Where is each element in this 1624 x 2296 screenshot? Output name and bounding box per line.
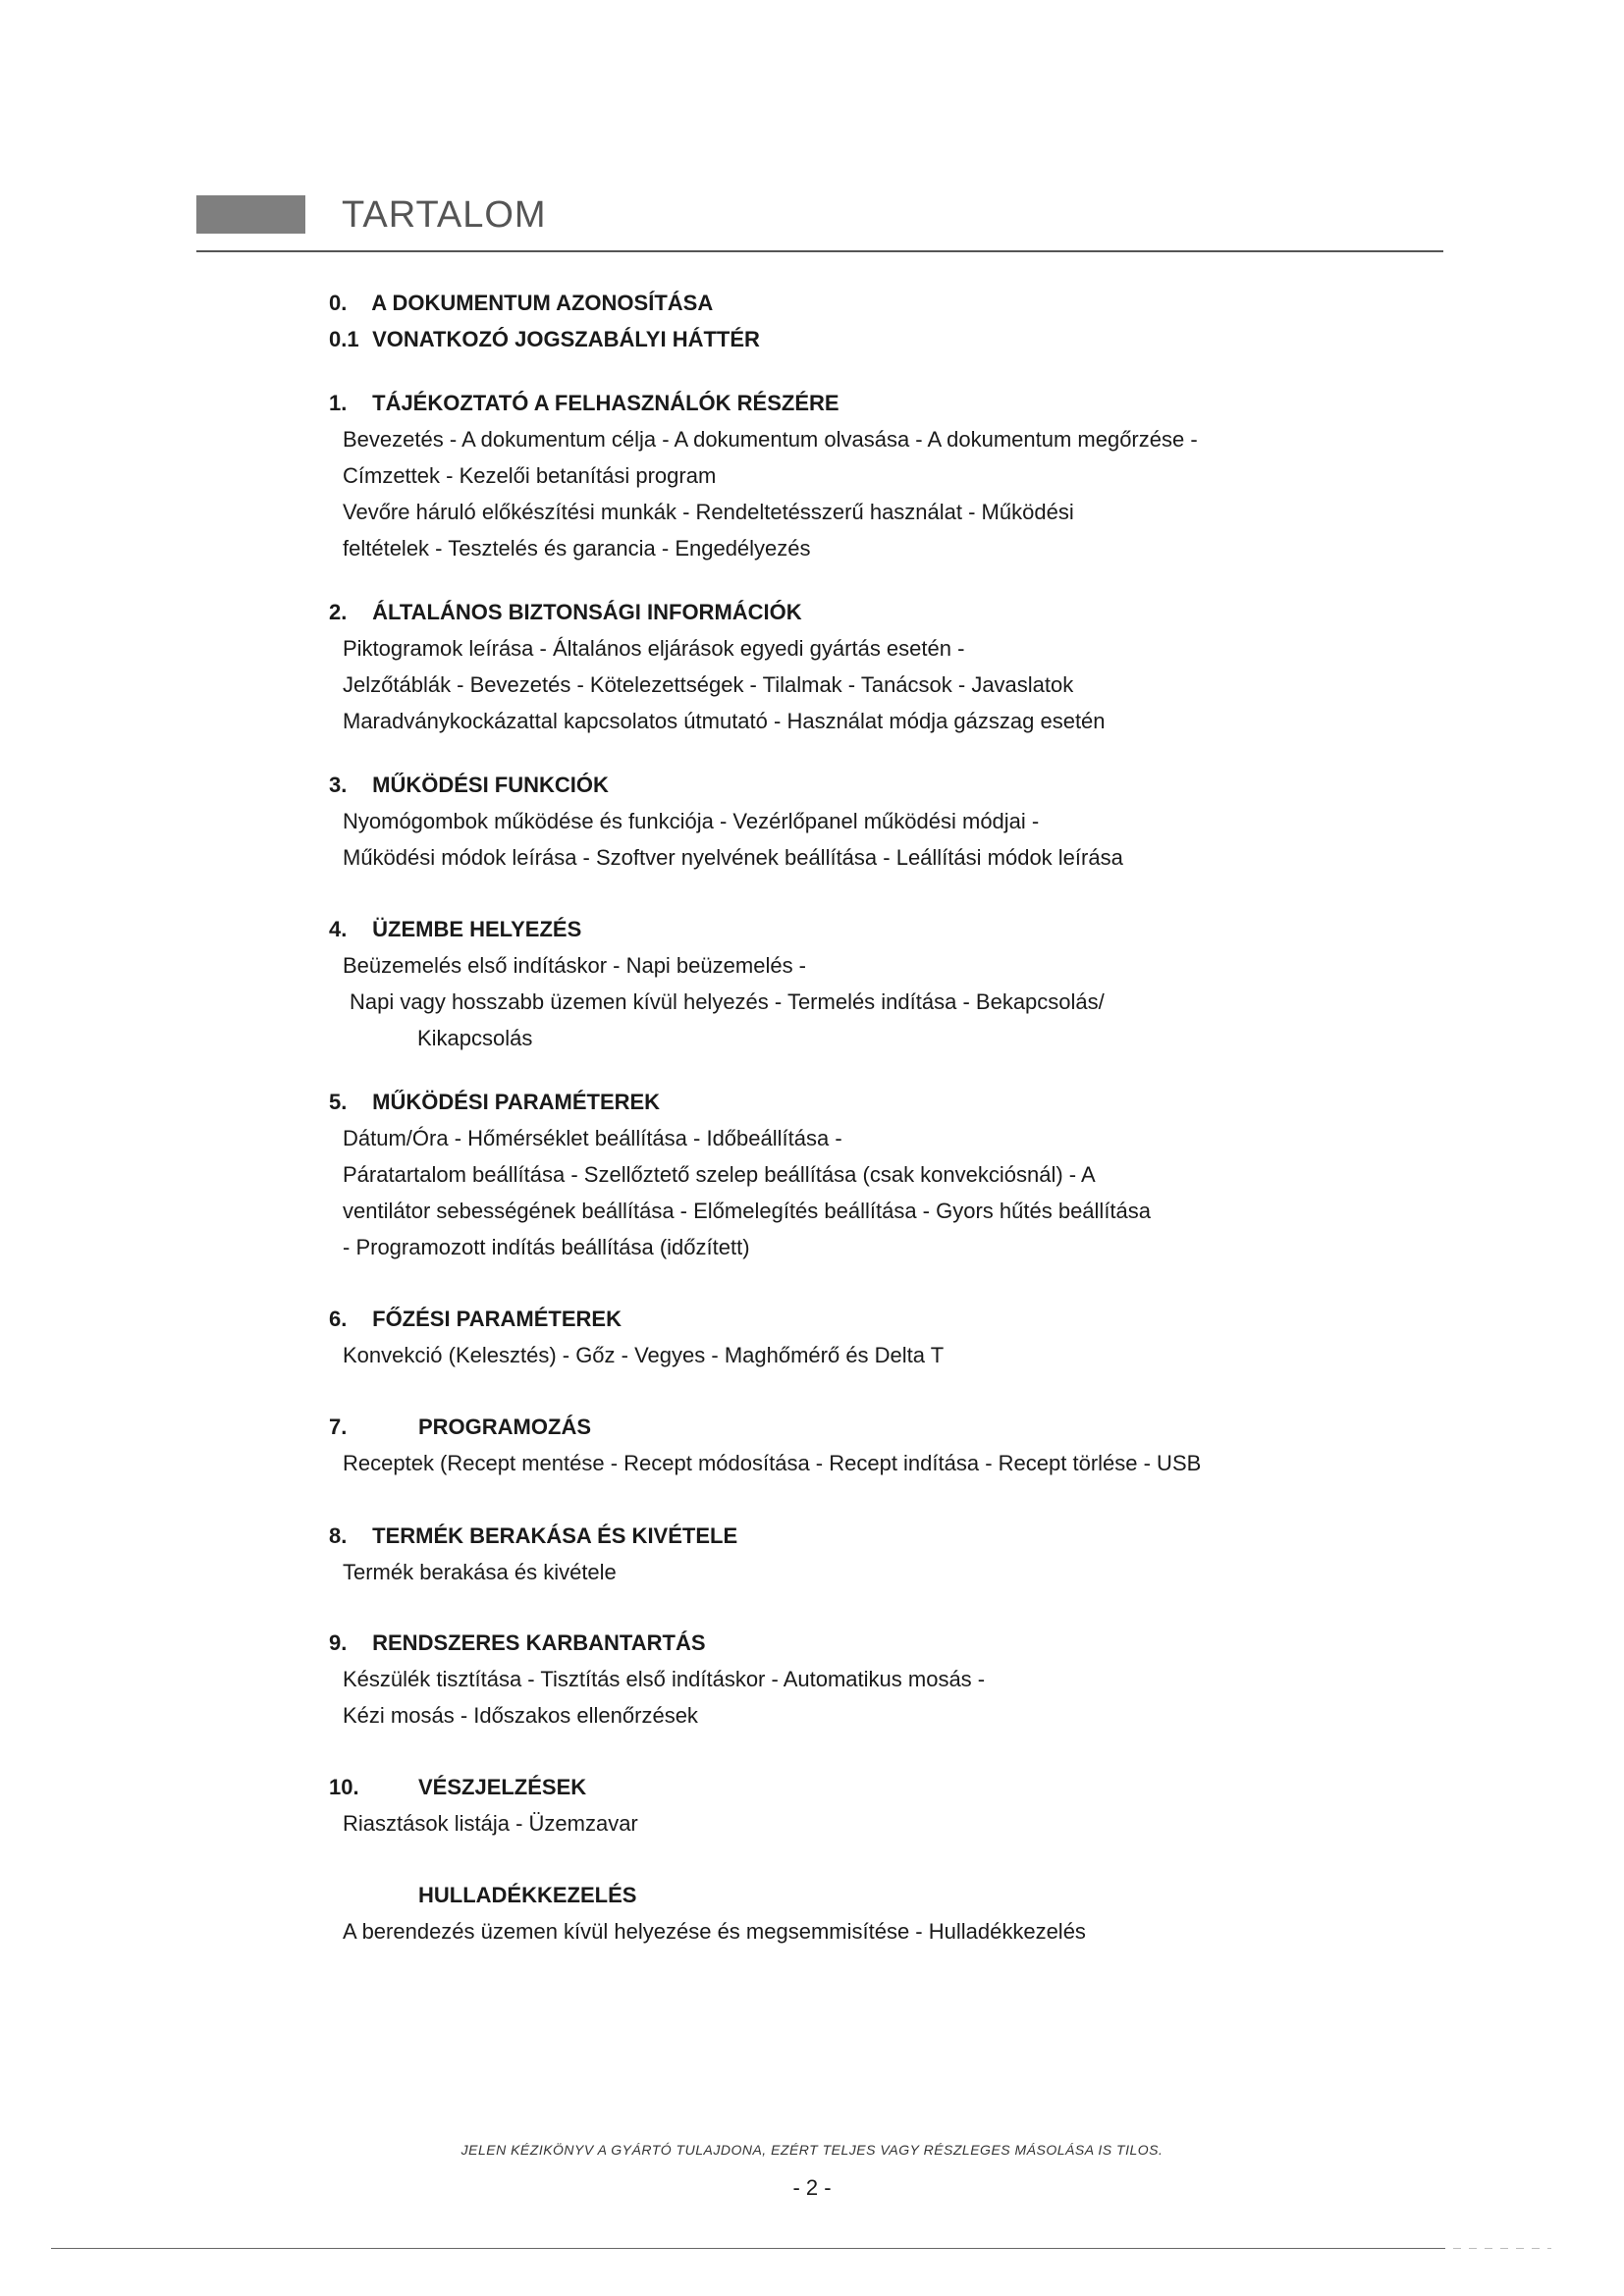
toc-line: Működési módok leírása - Szoftver nyelvének beállítása - Leállítási módok leírása [343,845,1123,870]
toc-section-2 [329,594,1438,739]
toc-line: ventilátor sebességének beállítása - Előmelegítés beállítása - Gyors hűtés beállítása [343,1199,1152,1223]
toc-line: Napi vagy hosszabb üzemen kívül helyezés - Termelés indítása - Bekapcsolás/ [350,989,1105,1014]
toc-heading: 0. A DOKUMENTUM AZONOSÍTÁSA [329,291,714,315]
page-title: TARTALOM [342,194,547,236]
bottom-dashed-mark [1453,2248,1551,2249]
toc-line: Beüzemelés első indításkor - Napi beüzemelés - [343,953,807,978]
bottom-divider [51,2248,1445,2249]
toc-section-7 [329,1409,1438,1481]
toc-line: Nyomógombok működése és funkciója - Vezérlőpanel működési módjai - [343,809,1040,833]
toc-heading: 3. MŰKÖDÉSI FUNKCIÓK [329,773,609,797]
toc-line: Készülék tisztítása - Tisztítás első indításkor - Automatikus mosás - [343,1667,986,1691]
header-gray-block [196,195,305,234]
toc-line: Maradványkockázattal kapcsolatos útmutató - Használat módja gázszag esetén [343,709,1106,733]
toc-line: Termék berakása és kivétele [343,1560,617,1584]
toc-line: Páratartalom beállítása - Szellőztető szelep beállítása (csak konvekciósnál) - A [343,1162,1096,1187]
toc-section-5 [329,1084,1438,1265]
toc-heading: 6. FŐZÉSI PARAMÉTEREK [329,1307,622,1331]
toc-section-9 [329,1625,1438,1734]
toc-section-0 [329,285,1438,321]
toc-heading: 1. TÁJÉKOZTATÓ A FELHASZNÁLÓK RÉSZÉRE [329,391,839,415]
toc-line: feltételek - Tesztelés és garancia - Engedélyezés [343,536,811,561]
toc-line: Bevezetés - A dokumentum célja - A dokumentum olvasása - A dokumentum megőrzése - [343,427,1198,452]
toc-line: Vevőre háruló előkészítési munkák - Rendeltetésszerű használat - Működési [343,500,1074,524]
toc-line: Kikapcsolás [417,1026,533,1050]
toc-line: Dátum/Óra - Hőmérséklet beállítása - Időbeállítása - [343,1126,842,1150]
toc-heading: 8. TERMÉK BERAKÁSA ÉS KIVÉTELE [329,1523,738,1548]
toc-line: Receptek (Recept mentése - Recept módosítása - Recept indítása - Recept törlése - USB [343,1451,1202,1475]
toc-heading: 7. PROGRAMOZÁS [329,1415,591,1439]
toc-line: Konvekció (Kelesztés) - Gőz - Vegyes - Maghőmérő és Delta T [343,1343,945,1367]
toc-line: Címzettek - Kezelői betanítási program [343,463,717,488]
toc-line: Riasztások listája - Üzemzavar [343,1811,638,1836]
toc-section-6 [329,1301,1438,1373]
toc-heading: 9. RENDSZERES KARBANTARTÁS [329,1630,706,1655]
toc-line: Piktogramok leírása - Általános eljárások egyedi gyártás esetén - [343,636,965,661]
toc-heading: 5. MŰKÖDÉSI PARAMÉTEREK [329,1090,661,1114]
toc-section-10 [329,1769,1438,1842]
toc-heading: 4. ÜZEMBE HELYEZÉS [329,917,582,941]
toc-line: Jelzőtáblák - Bevezetés - Kötelezettségek - Tilalmak - Tanácsok - Javaslatok [343,672,1074,697]
toc-heading: 10. VÉSZJELZÉSEK [329,1775,587,1799]
toc-section-1 [329,385,1438,566]
toc-heading: 0.1 VONATKOZÓ JOGSZABÁLYI HÁTTÉR [329,327,760,351]
toc-section-8 [329,1518,1438,1590]
toc-section-waste [329,1877,1438,1949]
toc-line: Kézi mosás - Időszakos ellenőrzések [343,1703,698,1728]
toc-line: A berendezés üzemen kívül helyezése és megsemmisítése - Hulladékkezelés [343,1919,1086,1944]
copyright-notice: JELEN KÉZIKÖNYV A GYÁRTÓ TULAJDONA, EZÉRT TELJES VAGY RÉSZLEGES MÁSOLÁSA IS TILOS. [460,2142,1164,2158]
toc-heading: HULLADÉKKEZELÉS [418,1883,637,1907]
page-number: - 2 - [792,2175,832,2200]
toc-section-0-1 [329,321,1438,357]
toc-heading: 2. ÁLTALÁNOS BIZTONSÁGI INFORMÁCIÓK [329,600,802,624]
toc-section-4 [329,911,1438,1056]
toc-section-3 [329,767,1438,876]
toc-line: - Programozott indítás beállítása (időzített) [343,1235,750,1259]
header-divider [196,250,1443,252]
